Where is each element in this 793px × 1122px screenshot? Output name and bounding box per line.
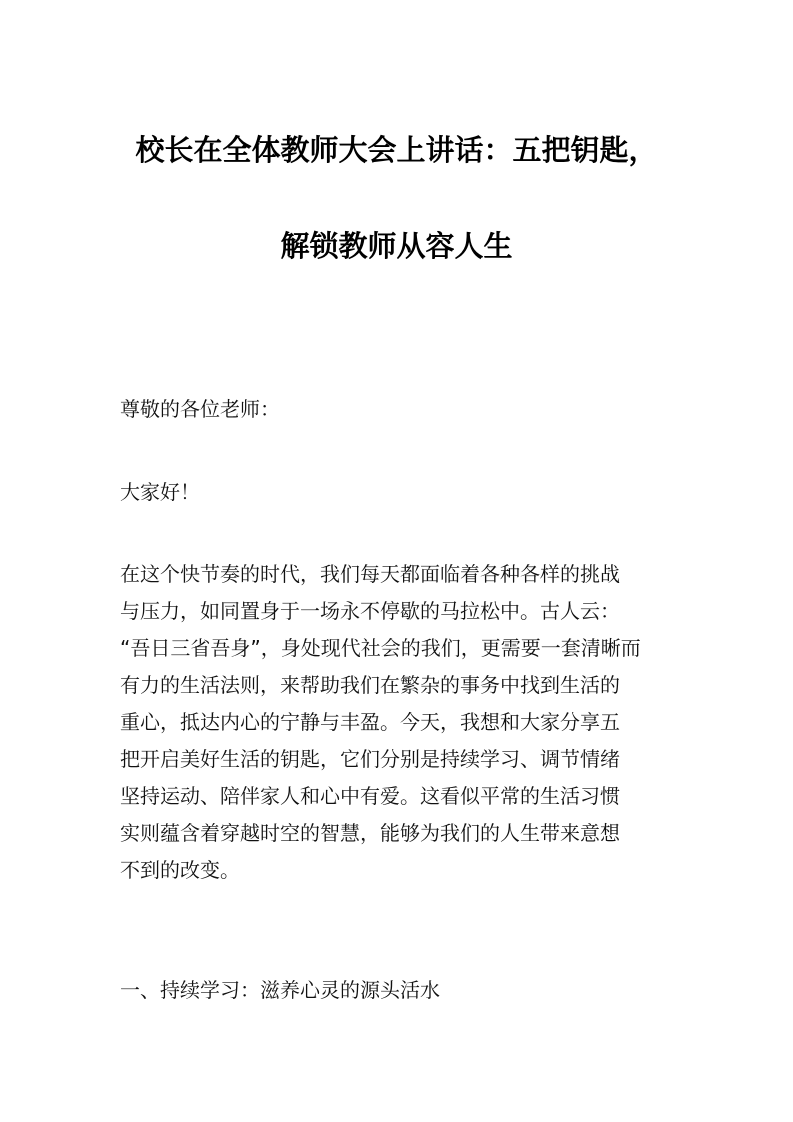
greeting-text: 大家好！	[120, 480, 200, 504]
paragraph-line: 把开启美好生活的钥匙，它们分别是持续学习、调节情绪	[120, 747, 620, 771]
paragraph-line: 坚持运动、陪伴家人和心中有爱。这看似平常的生活习惯	[120, 784, 620, 808]
intro-paragraph	[120, 556, 676, 889]
paragraph-line: 实则蕴含着穿越时空的智慧，能够为我们的人生带来意想	[120, 821, 620, 845]
paragraph-line: 不到的改变。	[120, 858, 240, 882]
document-title-line-1: 校长在全体教师大会上讲话：五把钥匙，	[135, 133, 658, 167]
section-heading-text: 一、持续学习：滋养心灵的源头活水	[120, 978, 440, 1002]
salutation-text: 尊敬的各位老师：	[120, 397, 280, 421]
section-heading-1	[120, 972, 676, 1009]
paragraph-line: 重心，抵达内心的宁静与丰盈。今天，我想和大家分享五	[120, 710, 620, 734]
document-title-line-2: 解锁教师从容人生	[280, 229, 513, 263]
greeting	[120, 474, 676, 511]
paragraph-line: 在这个快节奏的时代，我们每天都面临着各种各样的挑战	[120, 562, 620, 586]
paragraph-line: “吾日三省吾身”，身处现代社会的我们，更需要一套清晰而	[120, 636, 641, 660]
paragraph-line: 有力的生活法则，来帮助我们在繁杂的事务中找到生活的	[120, 673, 620, 697]
salutation	[120, 391, 676, 428]
paragraph-line: 与压力，如同置身于一场永不停歇的马拉松中。古人云：	[120, 599, 620, 623]
